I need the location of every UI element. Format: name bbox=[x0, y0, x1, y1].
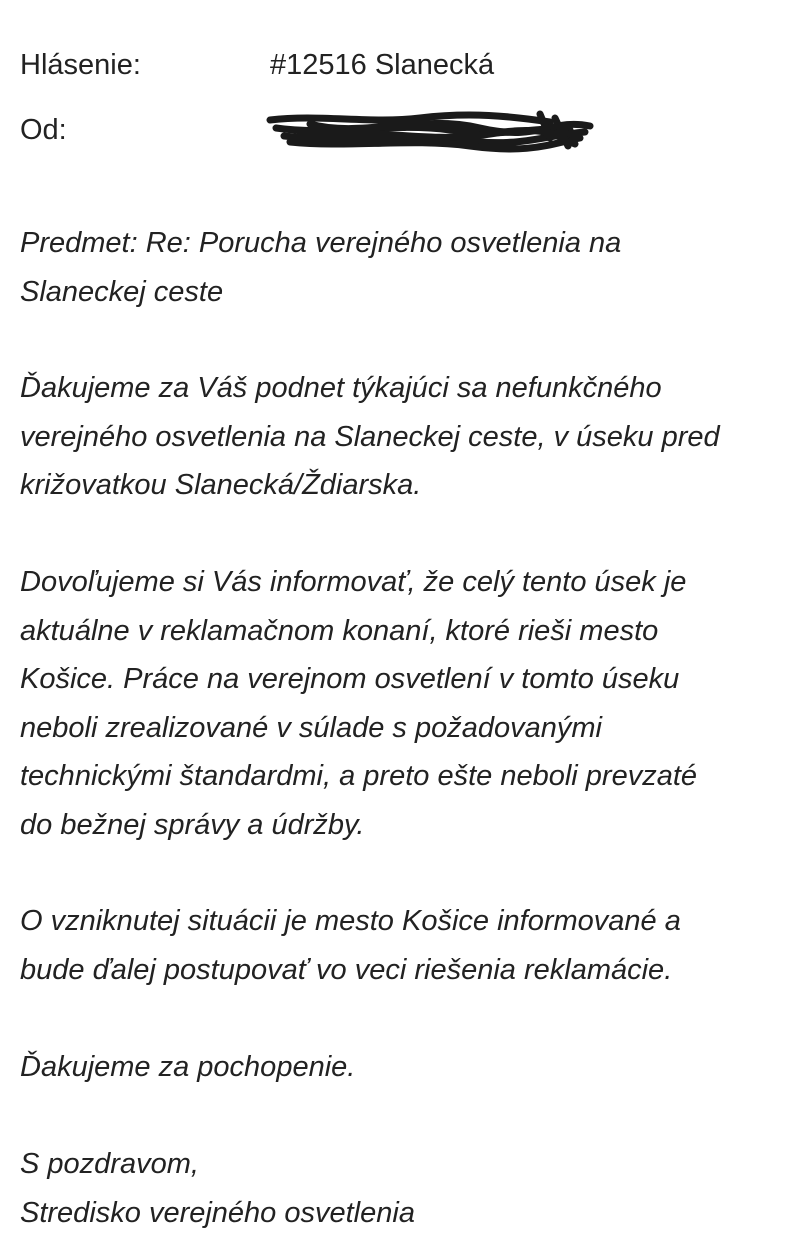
paragraph-complaint-status bbox=[20, 558, 795, 849]
text-line: bude ďalej postupovať vo veci riešenia reklamácie. bbox=[20, 953, 673, 986]
text-line: aktuálne v reklamačnom konaní, ktoré rieši mesto bbox=[20, 614, 659, 647]
report-label: Hlásenie: bbox=[20, 49, 141, 81]
text-line: neboli zrealizované v súlade s požadovanými bbox=[20, 711, 602, 744]
text-line: Ďakujeme za Váš podnet týkajúci sa nefunkčného bbox=[20, 372, 662, 404]
text-line: križovatkou Slanecká/Ždiarska. bbox=[20, 469, 422, 501]
text-line: technickými štandardmi, a preto ešte neboli prevzaté bbox=[20, 760, 698, 792]
signature-line: Stredisko verejného osvetlenia bbox=[20, 1196, 415, 1229]
text-line: O vzniknutej situácii je mesto Košice informované a bbox=[20, 905, 681, 937]
redacted-sender bbox=[250, 108, 600, 154]
text-line: Košice. Práce na verejnom osvetlení v tomto úseku bbox=[20, 663, 680, 695]
signature bbox=[20, 1140, 795, 1237]
paragraph-thanks-for-report bbox=[20, 364, 795, 510]
subject-line: Slaneckej ceste bbox=[20, 275, 224, 308]
closing-thanks bbox=[20, 1043, 795, 1092]
from-label: Od: bbox=[20, 114, 67, 146]
paragraph-city-informed bbox=[20, 897, 795, 994]
report-value: #12516 Slanecká bbox=[270, 49, 495, 81]
subject-line: Predmet: Re: Porucha verejného osvetlenia na bbox=[20, 227, 622, 259]
text-line: Ďakujeme za pochopenie. bbox=[20, 1051, 356, 1083]
subject bbox=[20, 219, 795, 316]
text-line: verejného osvetlenia na Slaneckej ceste, v úseku pred bbox=[20, 420, 720, 453]
text-line: do bežnej správy a údržby. bbox=[20, 808, 365, 841]
signature-line: S pozdravom, bbox=[20, 1148, 199, 1180]
text-line: Dovoľujeme si Vás informovať, že celý tento úsek je bbox=[20, 566, 687, 598]
